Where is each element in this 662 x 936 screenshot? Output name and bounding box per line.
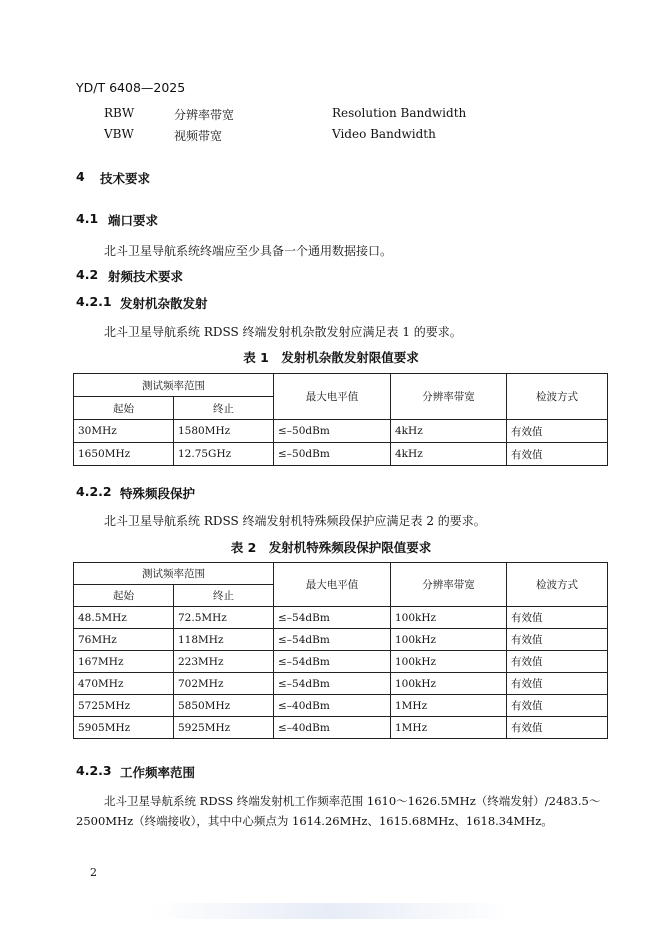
table-1-caption: 表 1 发射机杂散发射限值要求 (243, 350, 419, 365)
cell-start: 470MHz (74, 673, 174, 695)
section-4-2-1-number: 4.2.1 (76, 294, 112, 309)
cell-stop: 5925MHz (174, 717, 274, 739)
cell-rbw: 4kHz (391, 443, 507, 466)
abbr-code: RBW (104, 106, 135, 120)
table-row (74, 443, 608, 466)
cell-stop: 702MHz (174, 673, 274, 695)
section-4-2-3-title: 工作频率范围 (120, 765, 196, 780)
section-4-2-2-title: 特殊频段保护 (120, 486, 196, 501)
header-resolution-bandwidth: 分辨率带宽 (391, 374, 507, 420)
cell-stop: 12.75GHz (174, 443, 274, 466)
abbr-chinese: 视频带宽 (174, 129, 223, 143)
section-4-2-3-text-line2: 2500MHz（终端接收），其中中心频点为 1614.26MHz、1615.68MHz、1618.34MHz。 (76, 814, 553, 828)
header-start: 起始 (74, 397, 174, 420)
cell-rbw: 4kHz (391, 420, 507, 443)
cell-stop: 223MHz (174, 651, 274, 673)
cell-level: ≤–54dBm (274, 651, 391, 673)
section-4-2-number: 4.2 (76, 267, 99, 282)
cell-detector: 有效值 (507, 695, 608, 717)
header-max-level: 最大电平值 (274, 563, 391, 607)
document-id-header: YD/T 6408—2025 (76, 80, 186, 95)
abbr-english: Video Bandwidth (332, 127, 436, 141)
cell-start: 76MHz (74, 629, 174, 651)
cell-stop: 118MHz (174, 629, 274, 651)
section-4-2-2-number: 4.2.2 (76, 484, 112, 499)
header-resolution-bandwidth: 分辨率带宽 (391, 563, 507, 607)
cell-level: ≤–50dBm (274, 443, 391, 466)
table-1 (73, 373, 608, 466)
header-start: 起始 (74, 585, 174, 607)
header-detector: 检波方式 (507, 374, 608, 420)
section-4-2-3-text-line1: 北斗卫星导航系统 RDSS 终端发射机工作频率范围 1610～1626.5MHz（终端发射）/2483.5～ (104, 794, 601, 808)
section-4-1-text: 北斗卫星导航系统终端应至少具备一个通用数据接口。 (104, 244, 393, 258)
cell-stop: 72.5MHz (174, 607, 274, 629)
cell-detector: 有效值 (507, 673, 608, 695)
section-4-2-3-number: 4.2.3 (76, 763, 112, 778)
table-row (74, 420, 608, 443)
cell-rbw: 1MHz (391, 717, 507, 739)
table-row (74, 695, 608, 717)
table-2-caption: 表 2 发射机特殊频段保护限值要求 (230, 540, 432, 555)
table-row (74, 629, 608, 651)
cell-stop: 5850MHz (174, 695, 274, 717)
cell-rbw: 100kHz (391, 673, 507, 695)
table-row (74, 673, 608, 695)
section-4-1-title: 端口要求 (108, 213, 159, 228)
header-stop: 终止 (174, 585, 274, 607)
abbr-code: VBW (104, 127, 134, 141)
cell-start: 167MHz (74, 651, 174, 673)
table-row (74, 717, 608, 739)
cell-start: 48.5MHz (74, 607, 174, 629)
cell-start: 30MHz (74, 420, 174, 443)
section-4-2-1-title: 发射机杂散发射 (120, 296, 208, 311)
cell-rbw: 1MHz (391, 695, 507, 717)
section-4-number: 4 (76, 169, 85, 184)
cell-start: 1650MHz (74, 443, 174, 466)
cell-level: ≤–54dBm (274, 607, 391, 629)
cell-detector: 有效值 (507, 420, 608, 443)
cell-detector: 有效值 (507, 629, 608, 651)
cell-level: ≤–40dBm (274, 695, 391, 717)
section-4-2-title: 射频技术要求 (108, 269, 184, 284)
header-test-frequency-range: 测试频率范围 (74, 563, 274, 585)
section-4-title: 技术要求 (100, 171, 151, 186)
abbr-english: Resolution Bandwidth (332, 106, 467, 120)
cell-start: 5905MHz (74, 717, 174, 739)
cell-level: ≤–40dBm (274, 717, 391, 739)
header-stop: 终止 (174, 397, 274, 420)
section-4-1-number: 4.1 (76, 211, 99, 226)
cell-detector: 有效值 (507, 443, 608, 466)
section-4-2-2-text: 北斗卫星导航系统 RDSS 终端发射机特殊频段保护应满足表 2 的要求。 (104, 514, 486, 528)
header-test-frequency-range: 测试频率范围 (74, 374, 274, 397)
cell-rbw: 100kHz (391, 651, 507, 673)
table-row (74, 607, 608, 629)
cell-rbw: 100kHz (391, 607, 507, 629)
section-4-2-1-text: 北斗卫星导航系统 RDSS 终端发射机杂散发射应满足表 1 的要求。 (104, 325, 462, 339)
header-detector: 检波方式 (507, 563, 608, 607)
cell-stop: 1580MHz (174, 420, 274, 443)
page-number: 2 (90, 866, 97, 879)
cell-detector: 有效值 (507, 717, 608, 739)
cell-rbw: 100kHz (391, 629, 507, 651)
cell-level: ≤–54dBm (274, 673, 391, 695)
table-2 (73, 562, 608, 739)
faded-watermark-band (150, 903, 510, 919)
cell-level: ≤–50dBm (274, 420, 391, 443)
cell-start: 5725MHz (74, 695, 174, 717)
header-max-level: 最大电平值 (274, 374, 391, 420)
abbr-chinese: 分辨率带宽 (174, 108, 235, 122)
cell-detector: 有效值 (507, 607, 608, 629)
cell-detector: 有效值 (507, 651, 608, 673)
table-row (74, 651, 608, 673)
cell-level: ≤–54dBm (274, 629, 391, 651)
